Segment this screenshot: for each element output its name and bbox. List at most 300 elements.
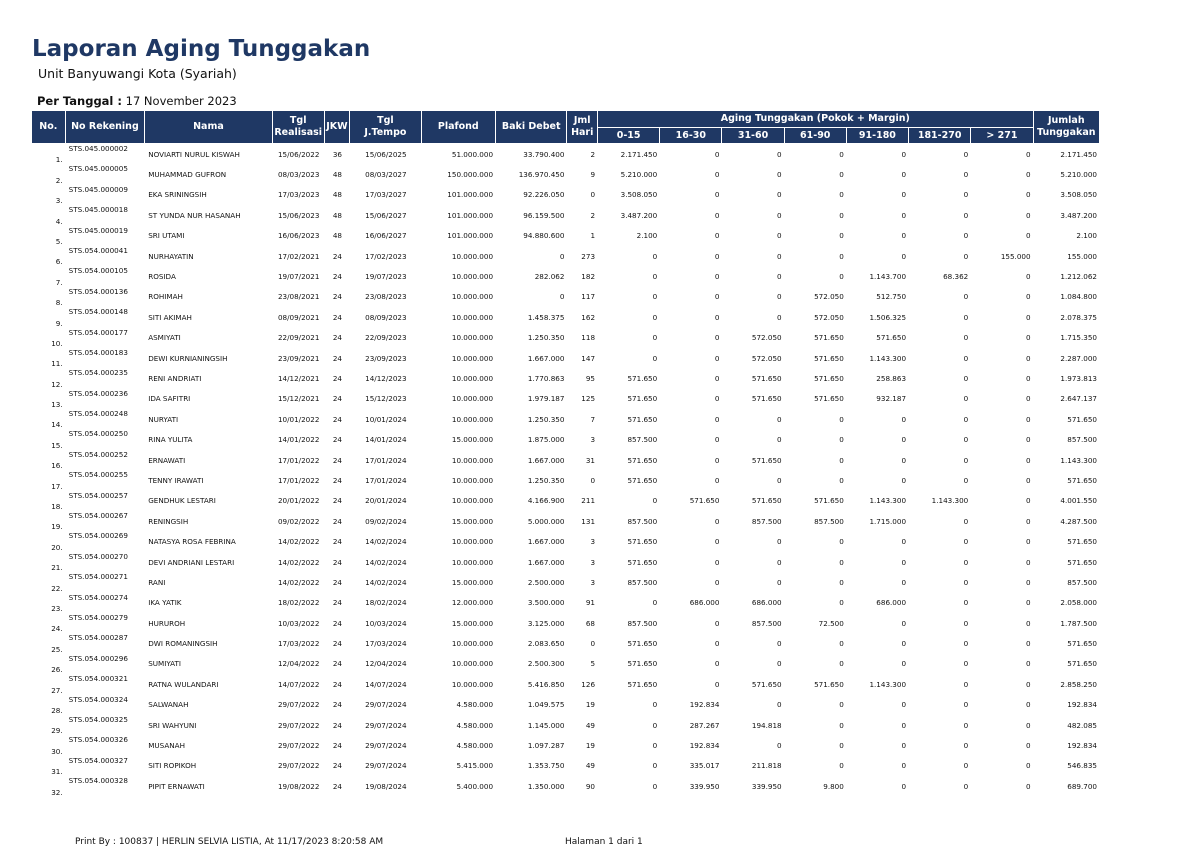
aging-bucket-cell: 0 [1025, 496, 1031, 506]
jkw-cell: 24 [332, 373, 343, 383]
aging-bucket-cell: 571.650 [751, 455, 782, 465]
header-tgl-realisasi [273, 111, 325, 144]
tgl-realisasi-cell: 12/04/2022 [277, 659, 320, 669]
aging-bucket-cell: 0 [963, 455, 969, 465]
header-jml-hari-line2: Hari [571, 127, 594, 138]
nama-cell: ERNAWATI [148, 455, 186, 465]
aging-bucket-cell: 0 [714, 333, 720, 343]
baki-debet-cell: 1.770.863 [527, 373, 565, 383]
aging-bucket-cell: 1.715.000 [869, 516, 907, 526]
nama-cell: HURUROH [148, 618, 186, 628]
aging-bucket-cell: 2.171.450 [620, 149, 658, 159]
tgl-realisasi-cell: 14/12/2021 [277, 373, 320, 383]
tgl-realisasi-cell: 15/12/2021 [277, 394, 320, 404]
jml-hari-cell: 125 [581, 394, 596, 404]
aging-bucket-cell: 0 [777, 537, 782, 547]
aging-bucket-cell: 686.000 [876, 598, 907, 608]
row-number: 16. [51, 461, 63, 471]
aging-bucket-cell: 0 [839, 639, 844, 649]
jumlah-tunggakan-cell: 2.647.137 [1060, 394, 1097, 404]
aging-bucket-cell: 0 [1025, 353, 1031, 363]
nama-cell: MUHAMMAD GUFRON [148, 170, 227, 180]
row-number: 28. [51, 705, 63, 715]
jkw-cell: 24 [332, 333, 343, 343]
nama-cell: SITI AKIMAH [148, 312, 192, 322]
aging-bucket-cell: 572.050 [814, 312, 844, 322]
header-bucket-61-90: 61-90 [785, 128, 847, 144]
plafond-cell: 4.580.000 [456, 741, 494, 751]
aging-bucket-cell: 0 [839, 455, 844, 465]
nama-cell: EKA SRININGSIH [148, 190, 207, 200]
no-rekening-cell: STS.054.000041 [68, 245, 128, 255]
tgl-jtempo-cell: 19/08/2024 [365, 781, 407, 791]
no-rekening-cell: STS.054.000236 [68, 388, 128, 398]
plafond-cell: 10.000.000 [451, 557, 494, 567]
aging-bucket-cell: 0 [1025, 231, 1031, 241]
jml-hari-cell: 118 [581, 333, 596, 343]
header-aging-group: Aging Tunggakan (Pokok + Margin) [598, 111, 1034, 128]
no-rekening-cell: STS.045.000018 [68, 205, 128, 215]
table-row [32, 307, 1100, 327]
aging-bucket-cell: 0 [652, 272, 658, 282]
jkw-cell: 24 [332, 394, 343, 404]
report-title: Laporan Aging Tunggakan [32, 36, 371, 62]
row-number: 23. [51, 603, 63, 613]
jml-hari-cell: 273 [581, 251, 596, 261]
table-row [32, 613, 1100, 633]
nama-cell: RENI ANDRIATI [148, 373, 202, 383]
nama-cell: NOVIARTI NURUL KISWAH [148, 149, 240, 159]
aging-bucket-cell: 0 [901, 210, 907, 220]
row-number: 10. [51, 338, 63, 348]
aging-bucket-cell: 0 [839, 231, 844, 241]
aging-bucket-cell: 571.650 [627, 679, 658, 689]
aging-bucket-cell: 571.650 [751, 394, 782, 404]
no-rekening-cell: STS.054.000250 [68, 429, 128, 439]
plafond-cell: 10.000.000 [451, 639, 494, 649]
aging-bucket-cell: 1.143.300 [869, 353, 907, 363]
aging-bucket-cell: 0 [901, 781, 907, 791]
aging-bucket-cell: 0 [839, 414, 844, 424]
aging-bucket-cell: 0 [1025, 679, 1031, 689]
baki-debet-cell: 1.979.187 [527, 394, 565, 404]
jumlah-tunggakan-cell: 482.085 [1067, 720, 1097, 730]
no-rekening-cell: STS.045.000002 [68, 144, 128, 153]
aging-bucket-cell: 0 [714, 639, 720, 649]
jml-hari-cell: 126 [581, 679, 596, 689]
aging-bucket-cell: 0 [777, 414, 782, 424]
aging-bucket-cell: 0 [777, 659, 782, 669]
table-row [32, 348, 1100, 368]
jml-hari-cell: 182 [581, 272, 596, 282]
aging-bucket-cell: 0 [714, 353, 720, 363]
no-rekening-cell: STS.054.000177 [68, 327, 128, 337]
header-no: No. [32, 111, 66, 144]
aging-bucket-cell: 571.650 [814, 394, 844, 404]
jml-hari-cell: 5 [590, 659, 596, 669]
baki-debet-cell: 1.145.000 [527, 720, 565, 730]
header-bucket-31-60: 31-60 [722, 128, 784, 144]
row-number: 6. [55, 257, 63, 267]
baki-debet-cell: 5.416.850 [527, 679, 565, 689]
baki-debet-cell: 1.250.350 [527, 333, 565, 343]
aging-bucket-cell: 857.500 [627, 516, 658, 526]
aging-bucket-cell: 0 [652, 353, 658, 363]
baki-debet-cell: 1.667.000 [527, 455, 565, 465]
table-row [32, 756, 1100, 776]
aging-bucket-cell: 0 [901, 720, 907, 730]
aging-bucket-cell: 0 [1025, 700, 1031, 710]
jkw-cell: 48 [332, 190, 343, 200]
plafond-cell: 10.000.000 [451, 251, 494, 261]
nama-cell: DEVI ANDRIANI LESTARI [148, 557, 235, 567]
aging-bucket-cell: 5.210.000 [620, 170, 658, 180]
plafond-cell: 10.000.000 [451, 414, 494, 424]
aging-bucket-cell: 0 [901, 537, 907, 547]
no-rekening-cell: STS.054.000252 [68, 449, 128, 459]
tgl-realisasi-cell: 08/03/2023 [277, 170, 320, 180]
aging-bucket-cell: 335.017 [689, 761, 720, 771]
aging-bucket-cell: 68.362 [943, 272, 969, 282]
plafond-cell: 12.000.000 [451, 598, 494, 608]
aging-bucket-cell: 0 [963, 700, 969, 710]
aging-bucket-cell: 1.143.700 [869, 272, 907, 282]
jml-hari-cell: 95 [585, 373, 596, 383]
plafond-cell: 10.000.000 [451, 455, 494, 465]
aging-bucket-cell: 0 [1025, 537, 1031, 547]
baki-debet-cell: 0 [559, 251, 565, 261]
plafond-cell: 15.000.000 [451, 435, 494, 445]
aging-bucket-cell: 0 [1025, 659, 1031, 669]
baki-debet-cell: 1.049.575 [527, 700, 565, 710]
aging-bucket-cell: 0 [777, 741, 782, 751]
plafond-cell: 10.000.000 [451, 394, 494, 404]
aging-bucket-cell: 0 [839, 557, 844, 567]
jkw-cell: 24 [332, 496, 343, 506]
table-row [32, 368, 1100, 388]
plafond-cell: 10.000.000 [451, 312, 494, 322]
table-row [32, 246, 1100, 266]
tgl-jtempo-cell: 09/02/2024 [365, 516, 407, 526]
tgl-realisasi-cell: 10/03/2022 [277, 618, 320, 628]
aging-bucket-cell: 0 [1025, 149, 1031, 159]
aging-bucket-cell: 0 [963, 251, 969, 261]
aging-bucket-cell: 0 [714, 149, 720, 159]
aging-bucket-cell: 0 [839, 720, 844, 730]
tgl-jtempo-cell: 22/09/2023 [365, 333, 407, 343]
no-rekening-cell: STS.045.000009 [68, 184, 128, 194]
aging-bucket-cell: 9.800 [823, 781, 844, 791]
tgl-realisasi-cell: 17/03/2022 [277, 639, 320, 649]
aging-bucket-cell: 0 [963, 292, 969, 302]
tgl-realisasi-cell: 20/01/2022 [277, 496, 320, 506]
aging-bucket-cell: 0 [963, 353, 969, 363]
aging-bucket-cell: 0 [1025, 761, 1031, 771]
jumlah-tunggakan-cell: 689.700 [1067, 781, 1097, 791]
aging-bucket-cell: 0 [714, 414, 720, 424]
aging-bucket-cell: 571.650 [627, 557, 658, 567]
aging-bucket-cell: 0 [714, 190, 720, 200]
jkw-cell: 24 [332, 618, 343, 628]
aging-bucket-cell: 0 [777, 435, 782, 445]
header-baki-debet: Baki Debet [496, 111, 567, 144]
baki-debet-cell: 3.125.000 [527, 618, 565, 628]
aging-bucket-cell: 571.650 [627, 639, 658, 649]
tgl-realisasi-cell: 22/09/2021 [277, 333, 320, 343]
aging-bucket-cell: 0 [1025, 373, 1031, 383]
aging-bucket-cell: 0 [901, 618, 907, 628]
row-number: 21. [51, 563, 63, 573]
header-tgl-jtempo [350, 111, 421, 144]
jml-hari-cell: 117 [581, 292, 596, 302]
aging-bucket-cell: 932.187 [876, 394, 907, 404]
table-row [32, 287, 1100, 307]
jml-hari-cell: 91 [585, 598, 596, 608]
table-row [32, 470, 1100, 490]
aging-bucket-cell: 0 [652, 496, 658, 506]
row-number: 31. [51, 767, 63, 777]
aging-bucket-cell: 0 [901, 741, 907, 751]
aging-bucket-cell: 0 [777, 251, 782, 261]
aging-bucket-cell: 0 [714, 679, 720, 689]
plafond-cell: 5.415.000 [456, 761, 494, 771]
aging-bucket-cell: 2.100 [636, 231, 658, 241]
aging-bucket-cell: 0 [901, 414, 907, 424]
row-number: 12. [51, 379, 63, 389]
table-row [32, 776, 1100, 796]
row-number: 15. [51, 440, 63, 450]
aging-bucket-cell: 571.650 [627, 475, 658, 485]
no-rekening-cell: STS.054.000267 [68, 511, 128, 521]
baki-debet-cell: 1.250.350 [527, 414, 565, 424]
jumlah-tunggakan-cell: 1.084.800 [1060, 292, 1097, 302]
aging-bucket-cell: 0 [714, 373, 720, 383]
aging-bucket-cell: 857.500 [627, 577, 658, 587]
baki-debet-cell: 1.667.000 [527, 537, 565, 547]
baki-debet-cell: 3.500.000 [527, 598, 565, 608]
baki-debet-cell: 5.000.000 [527, 516, 565, 526]
aging-bucket-cell: 0 [1025, 210, 1031, 220]
nama-cell: TENNY IRAWATI [148, 475, 204, 485]
nama-cell: RENINGSIH [148, 516, 189, 526]
aging-bucket-cell: 0 [777, 475, 782, 485]
plafond-cell: 10.000.000 [451, 333, 494, 343]
aging-bucket-cell: 0 [1025, 333, 1031, 343]
row-number: 24. [51, 624, 63, 634]
row-number: 7. [55, 277, 63, 287]
nama-cell: RATNA WULANDARI [148, 679, 219, 689]
jkw-cell: 24 [332, 577, 343, 587]
jumlah-tunggakan-cell: 1.143.300 [1060, 455, 1097, 465]
no-rekening-cell: STS.045.000005 [68, 164, 128, 174]
aging-bucket-cell: 0 [901, 149, 907, 159]
nama-cell: PIPIT ERNAWATI [148, 781, 205, 791]
aging-bucket-cell: 0 [839, 149, 844, 159]
aging-bucket-cell: 572.050 [751, 353, 782, 363]
jkw-cell: 24 [332, 414, 343, 424]
tgl-realisasi-cell: 29/07/2022 [277, 720, 320, 730]
tgl-realisasi-cell: 17/03/2023 [277, 190, 320, 200]
aging-bucket-cell: 0 [901, 639, 907, 649]
aging-bucket-cell: 0 [1025, 272, 1031, 282]
table-row [32, 552, 1100, 572]
aging-bucket-cell: 0 [963, 516, 969, 526]
jkw-cell: 24 [332, 475, 343, 485]
jml-hari-cell: 68 [585, 618, 596, 628]
aging-bucket-cell: 0 [963, 414, 969, 424]
table-row [32, 266, 1100, 286]
aging-bucket-cell: 857.500 [751, 516, 782, 526]
jumlah-tunggakan-cell: 2.078.375 [1060, 312, 1097, 322]
aging-bucket-cell: 512.750 [876, 292, 907, 302]
aging-bucket-cell: 0 [652, 761, 658, 771]
jml-hari-cell: 2 [590, 149, 596, 159]
header-tgl-jtempo-line1: Tgl [377, 115, 394, 126]
aging-bucket-cell: 0 [963, 781, 969, 791]
plafond-cell: 10.000.000 [451, 659, 494, 669]
no-rekening-cell: STS.045.000019 [68, 225, 128, 235]
aging-bucket-cell: 0 [777, 639, 782, 649]
aging-bucket-cell: 571.650 [689, 496, 720, 506]
aging-bucket-cell: 0 [901, 435, 907, 445]
plafond-cell: 51.000.000 [451, 149, 494, 159]
table-row [32, 450, 1100, 470]
aging-bucket-cell: 0 [901, 557, 907, 567]
no-rekening-cell: STS.054.000257 [68, 490, 128, 500]
per-tanggal [37, 94, 237, 108]
aging-bucket-cell: 0 [901, 455, 907, 465]
aging-bucket-cell: 571.650 [814, 679, 844, 689]
aging-bucket-cell: 0 [652, 333, 658, 343]
row-number: 22. [51, 583, 63, 593]
report-unit: Unit Banyuwangi Kota (Syariah) [38, 66, 237, 81]
table-row [32, 572, 1100, 592]
aging-bucket-cell: 0 [901, 475, 907, 485]
aging-bucket-cell: 571.650 [814, 496, 844, 506]
aging-bucket-cell: 0 [714, 251, 720, 261]
plafond-cell: 10.000.000 [451, 496, 494, 506]
aging-bucket-cell: 0 [963, 679, 969, 689]
jml-hari-cell: 19 [585, 741, 596, 751]
jml-hari-cell: 0 [590, 475, 596, 485]
jkw-cell: 24 [332, 639, 343, 649]
header-plafond: Plafond [422, 111, 496, 144]
jumlah-tunggakan-cell: 2.171.450 [1060, 149, 1097, 159]
aging-bucket-cell: 686.000 [751, 598, 782, 608]
row-number: 25. [51, 644, 63, 654]
nama-cell: SALWANAH [148, 700, 189, 710]
baki-debet-cell: 1.667.000 [527, 353, 565, 363]
aging-bucket-cell: 0 [839, 577, 844, 587]
table-row [32, 735, 1100, 755]
aging-bucket-cell: 571.650 [627, 455, 658, 465]
page-indicator: Halaman 1 dari 1 [565, 837, 643, 847]
tgl-jtempo-cell: 29/07/2024 [365, 741, 407, 751]
aging-bucket-cell: 0 [714, 475, 720, 485]
tgl-jtempo-cell: 29/07/2024 [365, 720, 407, 730]
aging-bucket-cell: 1.143.300 [931, 496, 969, 506]
aging-bucket-cell: 3.487.200 [620, 210, 658, 220]
aging-bucket-cell: 0 [839, 251, 844, 261]
aging-bucket-cell: 0 [652, 598, 658, 608]
tgl-jtempo-cell: 14/07/2024 [365, 679, 407, 689]
aging-bucket-cell: 0 [777, 312, 782, 322]
header-jml-hari [567, 111, 598, 144]
tgl-realisasi-cell: 10/01/2022 [277, 414, 320, 424]
table-row [32, 144, 1100, 164]
aging-bucket-cell: 211.818 [751, 761, 782, 771]
aging-bucket-cell: 0 [839, 741, 844, 751]
tgl-realisasi-cell: 14/01/2022 [277, 435, 320, 445]
jml-hari-cell: 1 [590, 231, 596, 241]
tgl-realisasi-cell: 16/06/2023 [277, 231, 320, 241]
aging-bucket-cell: 0 [777, 170, 782, 180]
aging-bucket-cell: 0 [1025, 475, 1031, 485]
jumlah-tunggakan-cell: 1.973.813 [1060, 373, 1097, 383]
row-number: 26. [51, 665, 63, 675]
plafond-cell: 101.000.000 [447, 231, 494, 241]
aging-bucket-cell: 287.267 [689, 720, 720, 730]
jumlah-tunggakan-cell: 1.212.062 [1060, 272, 1097, 282]
jumlah-tunggakan-cell: 2.287.000 [1060, 353, 1097, 363]
tgl-realisasi-cell: 15/06/2023 [277, 210, 320, 220]
aging-bucket-cell: 571.650 [751, 496, 782, 506]
tgl-realisasi-cell: 08/09/2021 [277, 312, 320, 322]
plafond-cell: 101.000.000 [447, 210, 494, 220]
table-row [32, 205, 1100, 225]
aging-bucket-cell: 0 [839, 700, 844, 710]
nama-cell: IKA YATIK [148, 598, 182, 608]
header-bucket-0-15: 0-15 [598, 128, 660, 144]
no-rekening-cell: STS.054.000321 [68, 674, 128, 684]
aging-bucket-cell: 0 [839, 659, 844, 669]
table-row [32, 226, 1100, 246]
tgl-jtempo-cell: 12/04/2024 [365, 659, 407, 669]
aging-bucket-cell: 0 [1025, 741, 1031, 751]
jml-hari-cell: 147 [581, 353, 596, 363]
jumlah-tunggakan-cell: 2.058.000 [1060, 598, 1097, 608]
per-tanggal-label: Per Tanggal : [37, 94, 122, 108]
aging-bucket-cell: 0 [714, 170, 720, 180]
jkw-cell: 24 [332, 781, 343, 791]
aging-bucket-cell: 155.000 [1000, 251, 1031, 261]
jkw-cell: 24 [332, 659, 343, 669]
header-jumlah-line2: Tunggakan [1037, 127, 1096, 138]
jkw-cell: 24 [332, 679, 343, 689]
tgl-realisasi-cell: 29/07/2022 [277, 761, 320, 771]
no-rekening-cell: STS.054.000235 [68, 368, 128, 378]
baki-debet-cell: 0 [559, 292, 565, 302]
tgl-realisasi-cell: 17/01/2022 [277, 475, 320, 485]
jkw-cell: 24 [332, 741, 343, 751]
no-rekening-cell: STS.054.000328 [68, 776, 128, 786]
aging-bucket-cell: 0 [839, 537, 844, 547]
aging-bucket-cell: 192.834 [689, 741, 720, 751]
aging-bucket-cell: 0 [714, 210, 720, 220]
baki-debet-cell: 1.350.000 [527, 781, 565, 791]
baki-debet-cell: 1.353.750 [527, 761, 565, 771]
jml-hari-cell: 3 [590, 557, 596, 567]
nama-cell: DEWI KURNIANINGSIH [148, 353, 228, 363]
aging-bucket-cell: 857.500 [814, 516, 844, 526]
jumlah-tunggakan-cell: 1.715.350 [1060, 333, 1097, 343]
aging-bucket-cell: 857.500 [627, 618, 658, 628]
table-row [32, 633, 1100, 653]
aging-bucket-cell: 0 [963, 190, 969, 200]
aging-bucket-cell: 0 [963, 618, 969, 628]
table-row [32, 695, 1100, 715]
aging-bucket-cell: 0 [901, 577, 907, 587]
